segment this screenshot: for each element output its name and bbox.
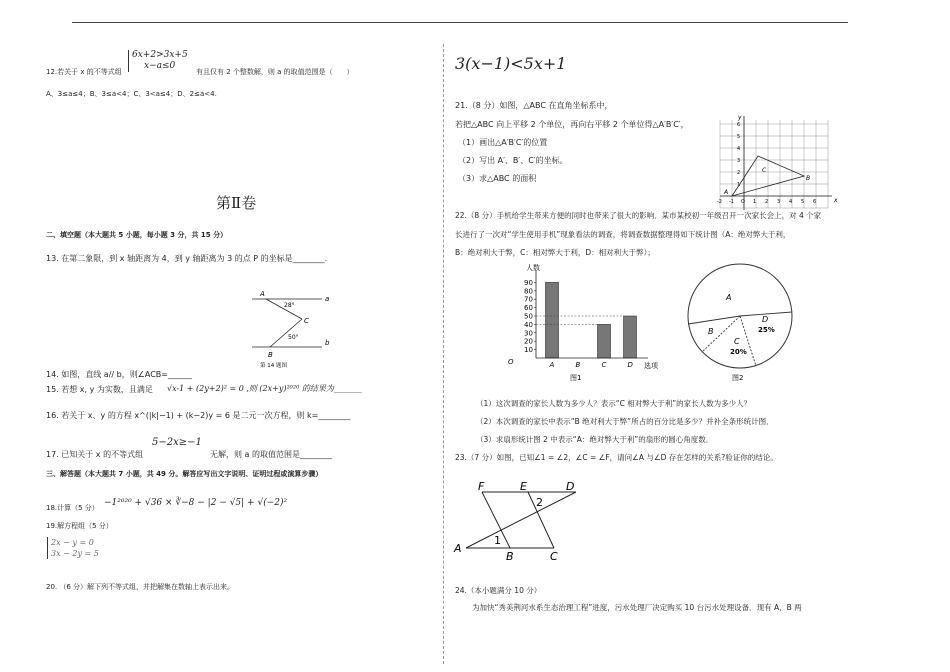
pie-percent-c: 20% [730, 348, 747, 356]
grid-y-tick: 2 [737, 170, 741, 176]
q22-part1: （1）这次调查的家长人数为多少人？表示“C 相对弊大于利”的家长人数为多少人？ [476, 399, 752, 408]
q22-line1: 22.（8 分）手机给学生带来方便的同时也带来了很大的影响．某市某校初一年级召开一次家长会上，对 4 个家 [455, 211, 822, 220]
fig23-label-b: B [506, 550, 514, 563]
fig14-label-line-a: a [325, 295, 330, 303]
bar-y-label: 人数 [526, 264, 540, 272]
fig23-label-d: D [566, 480, 575, 493]
bar-y-tick: 10 [524, 346, 533, 355]
q21-part1: （1）画出△A′B′C′的位置 [458, 138, 548, 147]
grid-y-tick: 4 [737, 146, 741, 152]
q17-system: 5−2x≥−1 [152, 437, 202, 448]
fig23-diagram [452, 480, 602, 566]
fig23-label-a: A [454, 542, 462, 555]
bar-D [624, 316, 637, 358]
fig23-label-c: C [550, 550, 558, 563]
bar-y-tick: 70 [524, 295, 533, 304]
pie-label-c: C [734, 337, 740, 346]
grid-x-tick: 2 [765, 199, 769, 205]
bar-y-tick: 90 [524, 278, 533, 287]
q19-label: 19.解方程组（5 分） [46, 522, 113, 530]
bar-chart [498, 262, 670, 384]
q21-part3: （3）求△ABC 的面积 [458, 174, 537, 183]
q12-sys-line1: 6x+2>3x+5 [132, 50, 188, 60]
q21-grid [710, 112, 840, 212]
fig14-label-line-b: b [325, 339, 330, 347]
bar-x-tick: A [549, 361, 555, 369]
bar-y-tick: 20 [524, 337, 533, 346]
grid-x-tick: O [741, 199, 745, 205]
grid-point-b: B [806, 175, 811, 182]
grid-x-label: x [834, 197, 838, 204]
top-inequality: 3(x−1)<5x+1 [455, 54, 567, 73]
pie-percent-d: 25% [758, 326, 775, 334]
q22-line2: 长进行了一次对“学生使用手机”现象看法的调查，将调查数据整理得如下统计图（A：绝对弊大于利， [455, 230, 791, 239]
bar-y-ticks [524, 279, 536, 354]
fig14-label-a-point: A [260, 290, 265, 298]
q13-text: 13. 在第二象限，到 x 轴距离为 4，到 y 轴距离为 3 的点 P 的坐标是________. [46, 254, 328, 263]
grid-x-tick: 3 [777, 199, 781, 205]
bar-y-tick: 40 [524, 320, 533, 329]
q21-title: 21.（8 分）如图，△ABC 在直角坐标系中， [455, 101, 613, 110]
bar-y-tick: 80 [524, 287, 533, 296]
q22-part3: （3）求扇形统计图 2 中表示“A：绝对弊大于利”的扇形的圆心角度数． [476, 435, 714, 444]
bar-chart-title: 图1 [570, 374, 582, 382]
fig23-label-f: F [478, 480, 485, 493]
grid-point-c: C [762, 167, 767, 174]
grid-y-tick: 5 [737, 134, 741, 140]
fill-header: 二、填空题（本大题共 5 小题，每小题 3 分，共 15 分） [46, 231, 228, 239]
bar-series [536, 282, 637, 358]
grid-y-tick: 3 [737, 158, 741, 164]
bar-x-tick: B [575, 361, 581, 369]
q21-part2: （2）写出 A′、B′、C′的坐标。 [458, 156, 568, 165]
grid-y-label: y [738, 114, 742, 121]
fig14-diagram [240, 285, 350, 370]
grid-x-tick: 6 [813, 199, 817, 205]
bar-y-tick: 30 [524, 329, 533, 338]
bar-x-ticks [549, 361, 634, 369]
fig14-label-b-point: B [268, 351, 273, 359]
bar-x-tick: D [627, 361, 633, 369]
bar-A [546, 282, 559, 358]
top-rule [72, 22, 848, 23]
section-title: 第Ⅱ卷 [216, 194, 257, 212]
grid-x-tick: 1 [753, 199, 757, 205]
q17-text-c: 无解，则 a 的取值范围是________ [210, 450, 332, 459]
q21-text: 若把△ABC 向上平移 2 个单位，再向右平移 2 个单位得△A′B′C′， [455, 120, 689, 129]
fig23-label-e: E [520, 480, 527, 493]
grid-point-a: A [724, 189, 729, 196]
grid-x-tick: -2 [717, 199, 722, 205]
q19-line1: 2x − y = 0 [51, 538, 94, 547]
q12-prefix: 12.若关于 x 的不等式组 [46, 68, 122, 76]
q17-text-a: 17. 已知关于 x 的不等式组 [46, 450, 144, 459]
pie-chart-title: 图2 [732, 374, 744, 382]
q14-text: 14. 如图，直线 a// b，则∠ACB=______ [46, 370, 193, 379]
q24-text: 为加快“秀美荆河水系生态治理工程”进度，污水处理厂决定购买 10 台污水处理设备．现有 A，B 两 [472, 603, 802, 612]
pie-chart [680, 262, 802, 384]
bar-origin-label: O [508, 358, 514, 366]
q15-text-b: √x-1 + (2y+2)² = 0 ,则 (2x+y)²⁰²⁰ 的结果为_______ [167, 384, 362, 393]
q15-text-a: 15. 若想 x, y 为实数，且满足 [46, 385, 153, 394]
fig14-segment-cb [270, 319, 302, 347]
pie-label-b: B [708, 327, 714, 336]
fig14-angle2: 50° [288, 334, 299, 341]
q12-sys-line2: x−a≤0 [144, 61, 176, 71]
fig14-angle1: 28° [284, 302, 295, 309]
fig14-caption: 第 14 题图 [260, 363, 287, 369]
column-divider [443, 44, 444, 664]
q12-suffix: 有且仅有 2 个整数解，则 a 的取值范围是（ ） [196, 68, 354, 76]
fig23-line-ad [466, 492, 576, 548]
pie-label-a: A [726, 293, 732, 302]
grid-y-tick: 6 [737, 122, 741, 128]
q20-text: 20. （6 分）解下列不等式组，并把解集在数轴上表示出来。 [46, 583, 235, 591]
grid-x-tick: 4 [789, 199, 793, 205]
q16-text: 16. 若关于 x、y 的方程 x^(|k|−1) + (k−2)y = 6 是二元一次方程，则 k=________ [46, 411, 351, 420]
grid-x-tick: -1 [729, 199, 734, 205]
q22-part2: （2）本次调查的家长中表示“B 绝对利大于弊”所占的百分比是多少？并补全条形统计图． [476, 417, 774, 426]
fig23-angle1: 1 [494, 534, 501, 547]
q18-label: 18.计算（5 分） [46, 504, 99, 512]
pie-label-d: D [762, 315, 769, 324]
bar-x-tick: C [601, 361, 607, 369]
q12-options: A、3≤a≤4；B、3≤a<4；C、3<a≤4；D、2≤a<4. [46, 90, 217, 98]
bar-C [598, 324, 611, 358]
q24-title: 24.（本小题满分 10 分） [455, 586, 542, 595]
q23-text: 23.（7 分）如图，已知∠1 = ∠2，∠C = ∠F，请问∠A 与∠D 存在怎样的关系?验证你的结论。 [455, 453, 778, 462]
q19-system [47, 537, 99, 559]
bar-x-label: 选项 [644, 362, 658, 370]
grid-x-tick: 5 [801, 199, 805, 205]
answer-header: 三、解答题（本大题共 7 小题，共 49 分。解答应写出文字说明、证明过程或演算步骤） [46, 470, 323, 478]
q22-line3: B：绝对利大于弊，C：相对弊大于利，D：相对利大于弊）； [455, 248, 655, 257]
grid-y-tick: 1 [737, 182, 741, 188]
fig23-angle2: 2 [536, 496, 543, 509]
q12-system [128, 50, 188, 72]
bar-y-tick: 50 [524, 312, 533, 321]
bar-y-tick: 60 [524, 304, 533, 313]
q18-expression: −1²⁰²⁰ + √36 × ∛−8 − |2 − √5| + √(−2)² [104, 498, 288, 508]
q19-line2: 3x − 2y = 5 [51, 549, 99, 558]
fig14-label-c: C [304, 317, 309, 325]
